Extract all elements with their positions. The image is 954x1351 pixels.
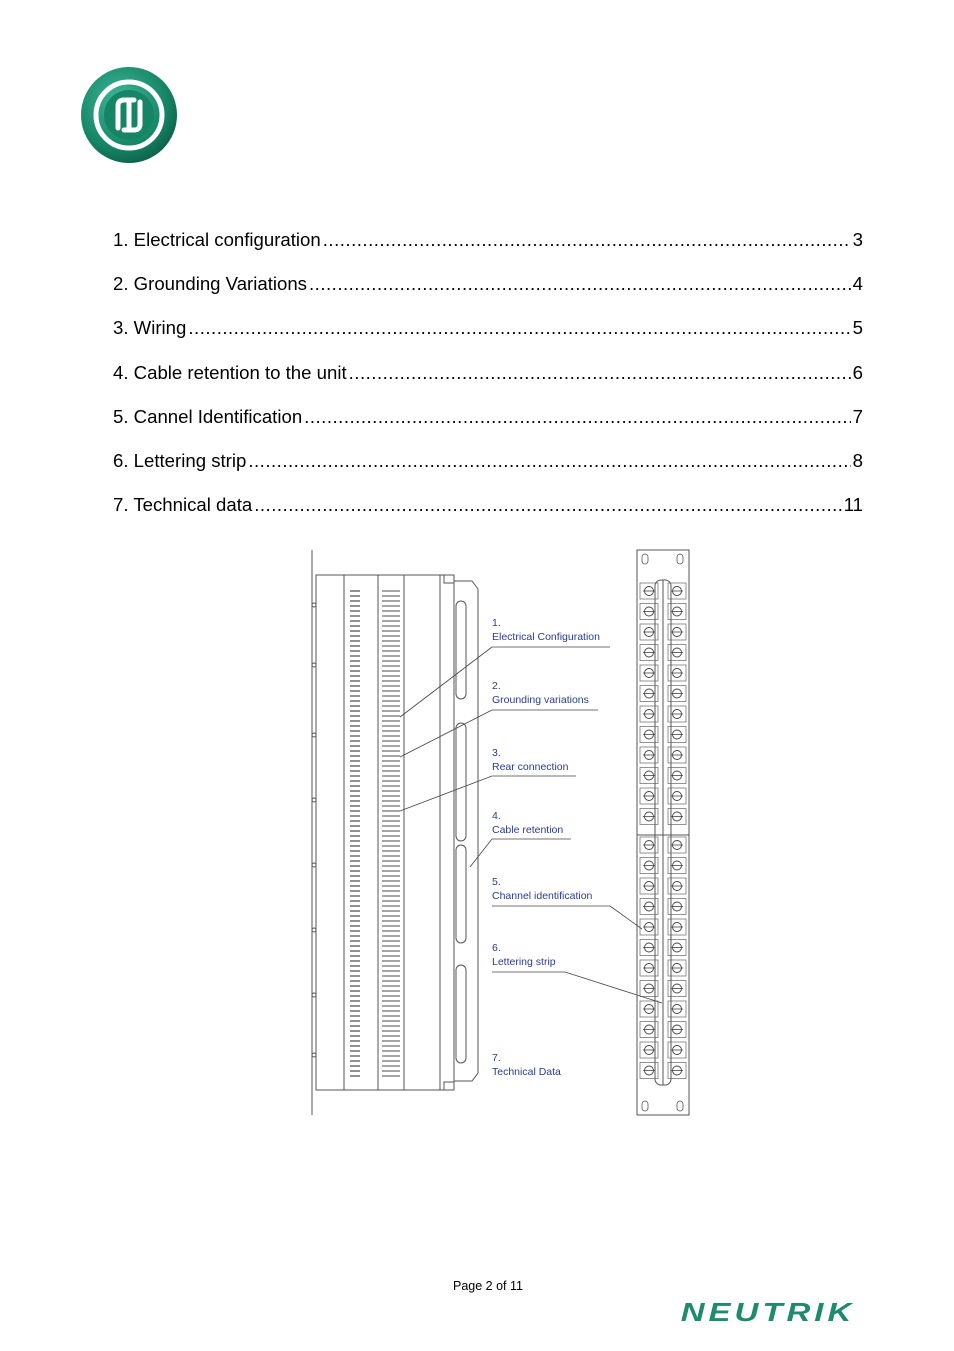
toc-dot-leader <box>349 362 851 384</box>
toc-entry-page: 11 <box>843 494 863 516</box>
toc-dot-leader <box>304 406 850 428</box>
toc-dot-leader <box>309 273 851 295</box>
toc-entry-page: 5 <box>852 317 863 339</box>
toc-entry[interactable] <box>113 406 863 450</box>
brand-name: NEUTRIK <box>680 1298 856 1328</box>
callout-label: Electrical Configuration <box>492 631 600 643</box>
callout-label: Technical Data <box>492 1066 561 1078</box>
toc-dot-leader <box>248 450 850 472</box>
callout-label: Grounding variations <box>492 694 589 706</box>
toc-dot-leader <box>323 229 851 251</box>
callout-labels <box>492 617 600 1078</box>
toc-entry[interactable] <box>113 317 863 361</box>
toc-dot-leader <box>254 494 841 516</box>
toc-entry-title: 5. Cannel Identification <box>113 405 303 427</box>
toc-entry[interactable] <box>113 450 863 494</box>
toc-entry-title: 4. Cable retention to the unit <box>113 361 347 383</box>
toc-entry[interactable] <box>113 362 863 406</box>
toc-entry-title: 1. Electrical configuration <box>113 229 321 250</box>
toc-dot-leader <box>188 317 850 339</box>
callout-number: 2. <box>492 680 501 692</box>
toc-entry-title: 2. Grounding Variations <box>113 273 307 295</box>
callout-label: Cable retention <box>492 824 564 836</box>
toc-entry-page: 6 <box>852 361 863 383</box>
callout-number: 5. <box>492 876 501 888</box>
callout-number: 7. <box>492 1052 501 1064</box>
callout-number: 3. <box>492 747 501 759</box>
toc-entry-title: 3. Wiring <box>113 317 187 339</box>
toc-entry-page: 8 <box>852 449 863 471</box>
neutrik-logo-icon <box>80 66 178 164</box>
toc-entry-page: 4 <box>852 273 863 295</box>
callout-number: 4. <box>492 810 501 822</box>
callout-number: 1. <box>492 617 501 629</box>
toc-entry-title: 6. Lettering strip <box>113 449 247 471</box>
page-number: Page 2 of 11 <box>453 1279 523 1293</box>
table-of-contents <box>113 229 863 538</box>
toc-entry-page: 7 <box>852 405 863 427</box>
toc-entry-title: 7. Technical data <box>113 494 253 516</box>
toc-entry[interactable] <box>113 273 863 317</box>
callout-label: Channel identification <box>492 890 593 902</box>
callout-number: 6. <box>492 942 501 954</box>
neutrik-wordmark-logo <box>616 1293 920 1329</box>
callout-label: Rear connection <box>492 761 569 773</box>
toc-entry[interactable] <box>113 229 863 273</box>
toc-entry[interactable] <box>113 494 863 538</box>
patch-panel-diagram <box>300 545 700 1120</box>
toc-entry-page: 3 <box>852 229 863 250</box>
callout-label: Lettering strip <box>492 956 556 968</box>
